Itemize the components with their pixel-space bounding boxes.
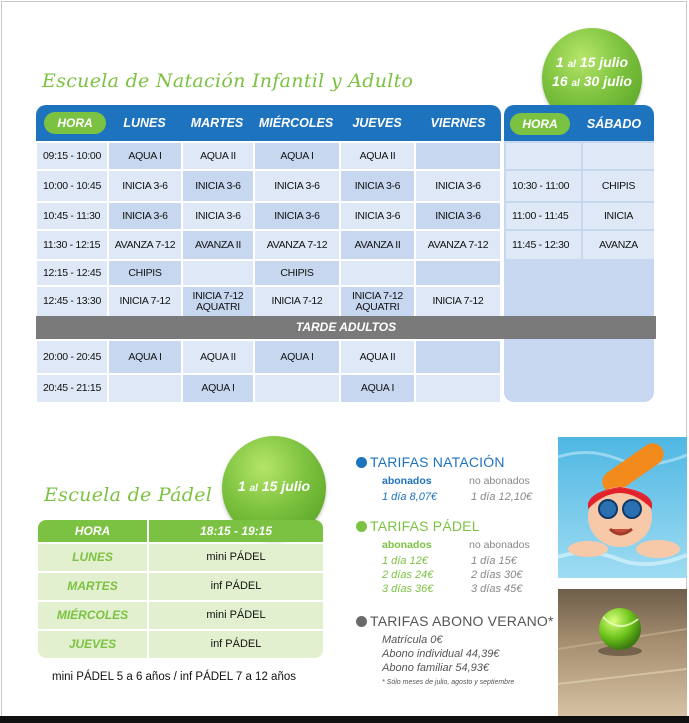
schedule-class-cell: AQUA II: [341, 143, 414, 169]
schedule-time-cell: 20:00 - 20:45: [37, 341, 107, 373]
tarifas-verano-individual: Abono individual 44,39€: [382, 648, 500, 660]
schedule-class-cell: AQUA I: [341, 375, 414, 402]
schedule-class-cell: [416, 143, 500, 169]
schedule-class-cell: [416, 261, 500, 285]
padel-activity-cell: mini PÁDEL: [149, 602, 323, 629]
bottom-bar: [0, 716, 689, 723]
tarifas-verano-matricula: Matrícula 0€: [382, 634, 443, 646]
schedule-class-cell: AVANZA II: [183, 231, 253, 259]
padel-activity-cell: mini PÁDEL: [149, 544, 323, 571]
header-jueves: JUEVES: [352, 116, 402, 130]
schedule-class-cell: INICIA 3-6: [341, 171, 414, 201]
header-miercoles: MIÉRCOLES: [258, 116, 334, 130]
schedule-class-cell: CHIPIS: [109, 261, 181, 285]
header-viernes: VIERNES: [430, 116, 486, 130]
padel-age-note: mini PÁDEL 5 a 6 años / inf PÁDEL 7 a 12 años: [52, 671, 296, 683]
saturday-class-cell: INICIA: [583, 203, 654, 229]
padel-day-cell: LUNES: [38, 544, 147, 571]
header-hora: HORA: [44, 112, 106, 134]
tarifas-padel-n1: 1 día 15€: [471, 555, 517, 567]
saturday-time-cell: [506, 143, 581, 169]
schedule-class-cell: INICIA 3-6: [183, 203, 253, 229]
schedule-class-cell: INICIA 3-6: [255, 203, 339, 229]
schedule-time-cell: 11:30 - 12:15: [37, 231, 107, 259]
schedule-class-cell: AQUA I: [255, 143, 339, 169]
saturday-time-cell: 11:00 - 11:45: [506, 203, 581, 229]
tarifas-natacion-n1: 1 día 12,10€: [471, 491, 533, 503]
schedule-class-cell: AQUA II: [341, 341, 414, 373]
tarde-adultos-band: TARDE ADULTOS: [36, 316, 656, 339]
header-sabado: SÁBADO: [586, 117, 642, 131]
schedule-class-cell: [109, 375, 181, 402]
saturday-time-cell: 10:30 - 11:00: [506, 171, 581, 201]
schedule-class-cell: [183, 261, 253, 285]
schedule-class-cell: INICIA 7-12: [416, 287, 500, 316]
schedule-time-cell: 09:15 - 10:00: [37, 143, 107, 169]
schedule-class-cell: INICIA 3-6: [416, 171, 500, 201]
schedule-class-cell: INICIA 3-6: [341, 203, 414, 229]
padel-dates-badge: 1 al 15 julio: [222, 436, 326, 540]
tarifas-verano-footnote: * Sólo meses de julio, agosto y septiembre: [382, 679, 515, 686]
tarifas-padel-a2: 2 días 24€: [382, 569, 434, 581]
tarifas-padel-a1: 1 día 12€: [382, 555, 428, 567]
schedule-class-cell: AVANZA 7-12: [109, 231, 181, 259]
schedule-class-cell: [416, 341, 500, 373]
padel-day-cell: MARTES: [38, 573, 147, 600]
schedule-class-cell: AQUA I: [109, 341, 181, 373]
natacion-dates-badge: 1 al 15 julio 16 al 30 julio: [542, 28, 642, 128]
padel-day-cell: JUEVES: [38, 631, 147, 658]
schedule-class-cell: INICIA 3-6: [109, 171, 181, 201]
schedule-class-cell: AQUA I: [183, 375, 253, 402]
blue-dot-icon: [356, 457, 367, 468]
natacion-title: Escuela de Natación Infantil y Adulto: [42, 70, 414, 92]
header-hora-sabado: HORA: [510, 113, 570, 135]
schedule-time-cell: 12:45 - 13:30: [37, 287, 107, 316]
padel-day-cell: MIÉRCOLES: [38, 602, 147, 629]
tarifas-natacion-abonados: abonados: [382, 475, 432, 487]
tarifas-verano-familiar: Abono familiar 54,93€: [382, 662, 490, 674]
schedule-time-cell: 10:00 - 10:45: [37, 171, 107, 201]
schedule-class-cell: AQUA I: [109, 143, 181, 169]
schedule-class-cell: AQUA II: [183, 341, 253, 373]
tarifas-padel-n2: 2 días 30€: [471, 569, 523, 581]
tarifas-padel-a3: 3 días 36€: [382, 583, 434, 595]
saturday-time-cell: 11:45 - 12:30: [506, 231, 581, 259]
tarifas-natacion-a1: 1 día 8,07€: [382, 491, 438, 503]
padel-ball-illustration: [558, 589, 687, 716]
schedule-class-cell: [341, 261, 414, 285]
tarifas-padel-abonados: abonados: [382, 539, 432, 551]
schedule-class-cell: CHIPIS: [255, 261, 339, 285]
tarifas-natacion-title: TARIFAS NATACIÓN: [356, 454, 505, 470]
schedule-class-cell: INICIA 3-6: [416, 203, 500, 229]
green-dot-icon: [356, 521, 367, 532]
header-lunes: LUNES: [123, 116, 166, 130]
tarifas-verano-title: TARIFAS ABONO VERANO*: [356, 613, 554, 629]
schedule-class-cell: INICIA 3-6: [109, 203, 181, 229]
schedule-class-cell: INICIA 3-6: [255, 171, 339, 201]
schedule-class-cell: [255, 375, 339, 402]
schedule-time-cell: 10:45 - 11:30: [37, 203, 107, 229]
schedule-class-cell: INICIA 7-12 AQUATRI: [341, 287, 414, 316]
schedule-class-cell: AQUA I: [255, 341, 339, 373]
schedule-time-cell: 20:45 - 21:15: [37, 375, 107, 402]
saturday-class-cell: AVANZA: [583, 231, 654, 259]
padel-head-time: 18:15 - 19:15: [149, 520, 323, 542]
padel-title: Escuela de Pádel: [44, 484, 213, 506]
gray-dot-icon: [356, 616, 367, 627]
schedule-class-cell: INICIA 7-12: [109, 287, 181, 316]
schedule-class-cell: INICIA 7-12 AQUATRI: [183, 287, 253, 316]
padel-activity-cell: inf PÁDEL: [149, 573, 323, 600]
saturday-class-cell: CHIPIS: [583, 171, 654, 201]
padel-activity-cell: inf PÁDEL: [149, 631, 323, 658]
schedule-class-cell: AVANZA 7-12: [416, 231, 500, 259]
schedule-class-cell: INICIA 3-6: [183, 171, 253, 201]
tarifas-natacion-no-abonados: no abonados: [469, 475, 530, 487]
schedule-class-cell: AVANZA II: [341, 231, 414, 259]
schedule-class-cell: AQUA II: [183, 143, 253, 169]
schedule-class-cell: [416, 375, 500, 402]
tarifas-padel-no-abonados: no abonados: [469, 539, 530, 551]
padel-ball-photo: [558, 589, 687, 716]
schedule-class-cell: AVANZA 7-12: [255, 231, 339, 259]
padel-head-hora: HORA: [38, 520, 147, 542]
saturday-class-cell: [583, 143, 654, 169]
header-martes: MARTES: [190, 116, 244, 130]
tarifas-padel-title: TARIFAS PÁDEL: [356, 518, 480, 534]
child-swimming-illustration: [558, 437, 687, 578]
schedule-class-cell: INICIA 7-12: [255, 287, 339, 316]
child-swimming-photo: [558, 437, 687, 578]
schedule-time-cell: 12:15 - 12:45: [37, 261, 107, 285]
tarifas-padel-n3: 3 días 45€: [471, 583, 523, 595]
